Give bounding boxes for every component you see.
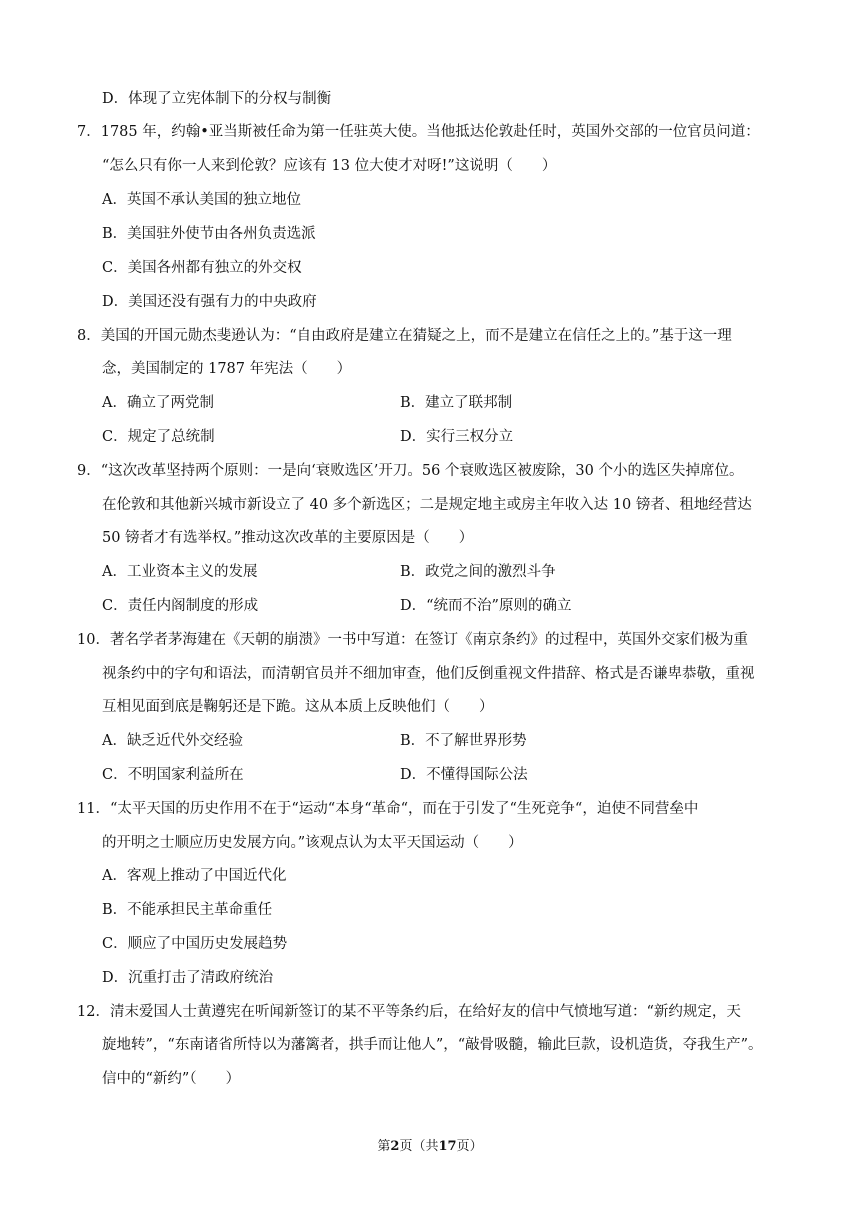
page-footer <box>0 1137 860 1157</box>
q10-stem-line-3: 互相见面到底是鞠躬还是下跪。这从本质上反映他们（ ） <box>102 699 494 715</box>
q10-option-a: A．缺乏近代外交经验 <box>102 733 243 749</box>
q9-option-d: D．“统而不治”原则的确立 <box>400 598 572 614</box>
q7-stem-line-2: “怎么只有你一人来到伦敦？应该有 13 位大使才对呀!”这说明（ ） <box>102 158 557 174</box>
q9-stem-line-3: 50 镑者才有选举权。”推动这次改革的主要原因是（ ） <box>102 530 474 546</box>
q7-option-d: D．美国还没有强有力的中央政府 <box>102 294 317 310</box>
q9-option-a: A．工业资本主义的发展 <box>102 564 258 580</box>
q6-option-d: D．体现了立宪体制下的分权与制衡 <box>102 91 332 107</box>
footer-prefix: 第 <box>377 1139 391 1154</box>
footer-middle: 页（共 <box>399 1139 439 1154</box>
q9-stem-line-1: 9．“这次改革坚持两个原则：一是向‘衰败选区’开刀。56 个衰败选区被废除，30 个小的选区失掉席位。 <box>77 463 744 479</box>
q7-option-a: A．英国不承认美国的独立地位 <box>102 192 301 208</box>
q9-stem-line-2: 在伦敦和其他新兴城市新设立了 40 多个新选区；二是规定地主或房主年收入达 10 镑者、租地经营达 <box>102 497 752 513</box>
q12-stem-line-3: 信中的“新约”（ ） <box>102 1071 241 1087</box>
q9-option-b: B．政党之间的激烈斗争 <box>400 564 556 580</box>
q12-stem-line-2: 旋地转”，“东南诸省所恃以为藩篱者，拱手而让他人”，“敲骨吸髓，输此巨款，设机造货，夺我生产”。 <box>102 1037 763 1053</box>
q11-option-c: C．顺应了中国历史发展趋势 <box>102 936 288 952</box>
q10-stem-line-2: 视条约中的字句和语法，而清朝官员并不细加审查，他们反倒重视文件措辞、格式是否谦卑恭敬，重视 <box>102 666 755 682</box>
q7-option-b: B．美国驻外使节由各州负责选派 <box>102 226 316 242</box>
q8-stem-line-2: 念，美国制定的 1787 年宪法（ ） <box>102 361 352 377</box>
footer-page-number: 2 <box>390 1139 400 1154</box>
q7-stem-line-1: 7．1785 年，约翰•亚当斯被任命为第一任驻英大使。当他抵达伦敦赴任时，英国外交部的一位官员问道： <box>77 124 760 140</box>
q8-option-b: B．建立了联邦制 <box>400 395 513 411</box>
q7-option-c: C．美国各州都有独立的外交权 <box>102 260 302 276</box>
q8-stem-line-1: 8．美国的开国元勋杰斐逊认为：“自由政府是建立在猜疑之上，而不是建立在信任之上的。”基于这一理 <box>77 328 732 344</box>
q9-option-c: C．责任内阁制度的形成 <box>102 598 259 614</box>
q8-option-c: C．规定了总统制 <box>102 429 215 445</box>
q10-option-c: C．不明国家利益所在 <box>102 767 244 783</box>
q11-stem-line-1: 11．“太平天国的历史作用不在于“运动“本身“革命“，而在于引发了“生死竞争“，迫使不同营垒中 <box>77 801 699 817</box>
q10-option-d: D．不懂得国际公法 <box>400 767 528 783</box>
q8-option-d: D．实行三权分立 <box>400 429 514 445</box>
q10-stem-line-1: 10．著名学者茅海建在《天朝的崩溃》一书中写道：在签订《南京条约》的过程中，英国外交家们极为重 <box>77 632 748 648</box>
footer-suffix: 页） <box>456 1139 483 1154</box>
q11-option-b: B．不能承担民主革命重任 <box>102 902 273 918</box>
q11-option-a: A．客观上推动了中国近代化 <box>102 868 287 884</box>
q8-option-a: A．确立了两党制 <box>102 395 214 411</box>
q11-stem-line-2: 的开明之士顺应历史发展方向。”该观点认为太平天国运动（ ） <box>102 835 523 851</box>
q11-option-d: D．沉重打击了清政府统治 <box>102 970 274 986</box>
q12-stem-line-1: 12．清末爱国人士黄遵宪在听闻新签订的某不平等条约后，在给好友的信中气愤地写道：“新约规定，天 <box>77 1004 741 1020</box>
q10-option-b: B．不了解世界形势 <box>400 733 527 749</box>
footer-total-pages: 17 <box>438 1139 457 1154</box>
